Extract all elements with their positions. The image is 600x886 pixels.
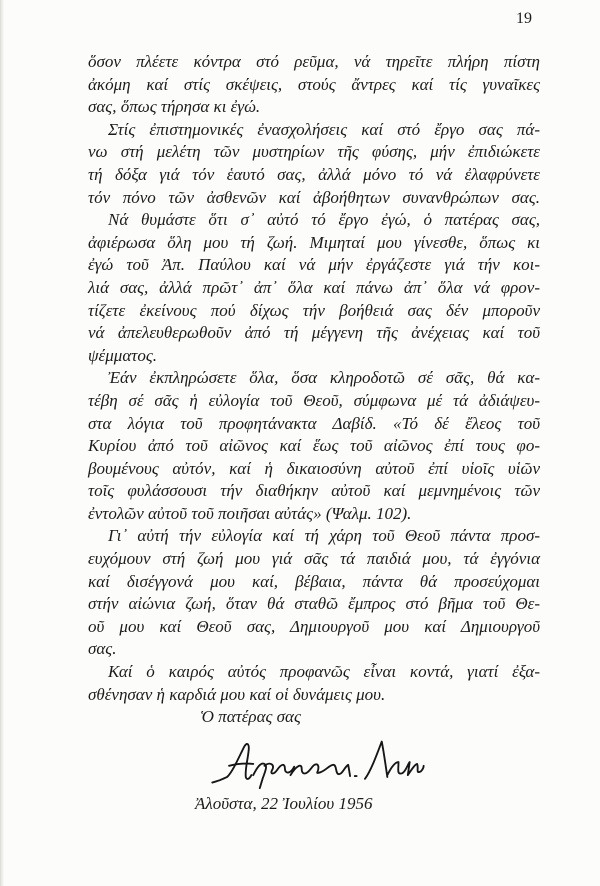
text-line — [108, 209, 540, 232]
text-line — [88, 277, 540, 300]
text-line-content: ευχόμουν στή ζωή μου γιά σᾶς τά παιδιά μου, τά ἐγγόνια — [88, 549, 540, 569]
signature-stroke — [365, 742, 424, 779]
signature-stroke — [253, 764, 350, 789]
text-line — [88, 616, 540, 639]
text-line — [88, 413, 540, 436]
signature-image — [210, 736, 425, 790]
text-line-content: Κυρίου ἀπό τοῦ αἰῶνος καί ἕως τοῦ αἰῶνος ἐπί τους φο- — [88, 436, 540, 456]
text-line-content: τέβη σέ σᾶς ἡ εὐλογία τοῦ Θεοῦ, σύμφωνα μέ τά ἀδιάψευ- — [88, 390, 540, 410]
paragraph — [88, 661, 540, 706]
closing-salutation: Ὁ πατέρας σας — [200, 707, 301, 726]
page-number: 19 — [516, 10, 532, 27]
text-line — [108, 661, 540, 684]
text-line-content: τή δόξα γιά τόν ἑαυτό σας, ἀλλά μόνο τό νά ἐλαφρύνετε — [88, 164, 540, 184]
paragraph — [88, 119, 540, 209]
signature-stroke — [229, 764, 253, 766]
text-line — [88, 638, 540, 661]
text-line — [108, 525, 540, 548]
text-line-content: Ἐάν ἐκπληρώσετε ὅλα, ὅσα κληροδοτῶ σέ σᾶς, θά κα- — [108, 368, 540, 388]
text-line-content: ὅσον πλέετε κόντρα στό ρεῦμα, νά τηρεῖτε πλήρη πίστη — [88, 52, 540, 71]
text-line-content: ἐγώ τοῦ Ἀπ. Παύλου καί νά μήν ἐργάζεστε γιά τήν κοι- — [88, 255, 540, 275]
text-line — [88, 141, 540, 164]
text-line-content: νω στή μελέτη τῶν μυστηρίων τῆς φύσης, μήν ἐπιδιώκετε — [88, 142, 540, 162]
text-line — [88, 503, 540, 526]
text-line — [88, 548, 540, 571]
text-line-content: ἀκόμη καί στίς σκέψεις, στούς ἄντρες καί τίς γυναῖκες — [88, 74, 540, 94]
text-line-content: Καί ὁ καιρός αὐτός προφανῶς εἶναι κοντά, γιατί ἐξα- — [108, 662, 540, 682]
text-line-content: νά ἀπελευθερωθοῦν ἀπό τή μέγγενη τῆς ἀνέχειας καί τοῦ — [88, 323, 540, 343]
paragraph — [88, 209, 540, 367]
text-line-content: οῦ μου καί Θεοῦ σας, Δημιουργοῦ μου καί Δημιουργοῦ — [88, 616, 540, 636]
text-line — [88, 322, 540, 345]
text-line — [88, 300, 540, 323]
text-line-content: τόν πόνο τῶν ἀσθενῶν καί ἀβοήθητων συνανθρώπων σας. — [88, 187, 540, 207]
text-line — [88, 164, 540, 187]
text-line-content: Στίς ἐπιστημονικές ἐνασχολήσεις καί στό ἔργο σας πά- — [108, 119, 540, 139]
text-line — [88, 74, 540, 97]
text-line — [88, 458, 540, 481]
handwritten-signature — [210, 736, 425, 790]
place-and-date: Ἀλοῦστα, 22 Ἰουλίου 1956 — [195, 794, 373, 813]
paragraph — [88, 51, 540, 119]
text-line-content: σας, ὅπως τήρησα κι ἐγώ. — [88, 97, 261, 117]
text-line-content: ψέμματος. — [88, 345, 157, 365]
text-line — [88, 51, 540, 74]
text-line — [88, 96, 540, 119]
text-line-content: βουμένους αὐτόν, καί ἡ δικαιοσύνη αὐτοῦ ἐπί υἱοῖς υἱῶν — [88, 458, 540, 478]
text-line — [88, 254, 540, 277]
text-line-content: καί δισέγγονά μου καί, βέβαια, πάντα θά προσεύχομαι — [88, 571, 540, 591]
text-line-content: λιά σας, ἀλλά πρῶτ᾽ ἀπ᾽ ὅλα καί πάνω ἀπ᾽ ὅλα νά φρον- — [88, 277, 540, 297]
text-line — [88, 390, 540, 413]
text-line-content: ἐντολῶν αὐτοῦ τοῦ ποιῆσαι αὐτάς» (Ψαλμ. 102). — [88, 503, 412, 523]
text-line-content: τοῖς φυλάσσουσι τήν διαθήκην αὐτοῦ καί μεμνημένοις τῶν — [88, 481, 540, 501]
text-line — [88, 435, 540, 458]
text-line — [88, 345, 540, 368]
paragraph — [88, 525, 540, 661]
text-line-content: σας. — [88, 639, 117, 659]
text-line — [88, 187, 540, 210]
text-line-content: σθένησαν ἡ καρδιά μου καί οἱ δυνάμεις μου. — [88, 684, 386, 704]
text-line — [108, 367, 540, 390]
text-line-content: ἀφιέρωσα ὅλη μου τή ζωή. Μιμηταί μου γίνεσθε, ὅπως κι — [88, 232, 540, 252]
text-line-content: στήν αἰώνια ζωή, ὅταν θά σταθῶ ἔμπρος στό βῆμα τοῦ Θε- — [88, 594, 540, 614]
text-line — [108, 119, 540, 142]
letter-body — [88, 51, 540, 706]
text-line-content: στα λόγια τοῦ προφητάνακτα Δαβίδ. «Τό δέ ἔλεος τοῦ — [88, 413, 540, 433]
text-line-content: τίζετε ἐκείνους πού δίχως τήν βοήθειά σας δέν μποροῦν — [88, 300, 540, 320]
paragraph — [88, 367, 540, 525]
text-line — [88, 480, 540, 503]
text-line-content: Γι᾽ αὐτή τήν εὐλογία καί τή χάρη τοῦ Θεοῦ πάντα προσ- — [108, 526, 540, 546]
text-line — [88, 232, 540, 255]
text-line-content: Νά θυμάστε ὅτι σ᾽ αὐτό τό ἔργο ἐγώ, ὁ πατέρας σας, — [108, 210, 540, 230]
text-line — [88, 571, 540, 594]
text-line — [88, 684, 540, 707]
text-line — [88, 593, 540, 616]
